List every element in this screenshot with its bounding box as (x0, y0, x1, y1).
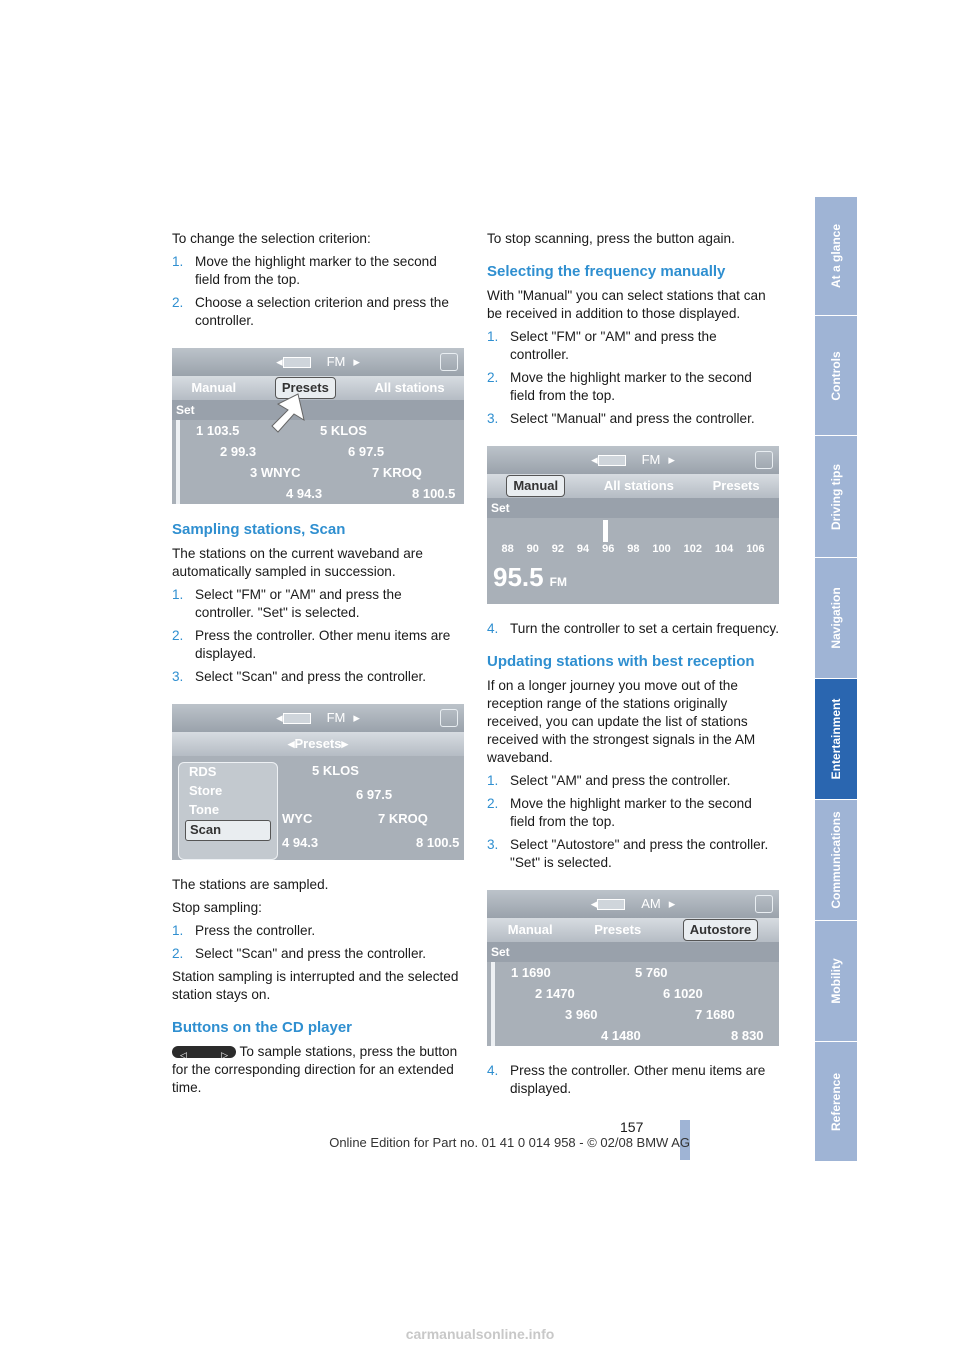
tab-manual: Manual (507, 922, 553, 937)
screenshot-presets (172, 348, 464, 504)
waveband-label: FM (326, 354, 346, 369)
step: 4. Press the controller. Other menu items are displayed. (487, 1063, 766, 1096)
frequency-scale: 88 90 92 94 96 98 100 102 104 106 (501, 543, 765, 555)
intro-text: To change the selection criterion: (172, 231, 371, 246)
step: 1. Press the controller. (172, 923, 316, 938)
step: 2. Select "Scan" and press the controller. (172, 946, 427, 961)
right-column (487, 230, 779, 1103)
menu-item-scan: Scan (185, 820, 271, 841)
step-text: Choose a selection criterion and press the controller. (195, 295, 449, 328)
corner-icon (440, 353, 458, 371)
scroll-bar (491, 962, 495, 1046)
station-grid (487, 962, 779, 1046)
step: 2. Press the controller. Other menu items are displayed. (172, 628, 451, 661)
frequency-readout: 95.5 FM (493, 562, 567, 592)
corner-icon (440, 709, 458, 727)
paragraph: The stations are sampled. (172, 877, 329, 892)
waveband-bar: ◂ FM ▸ (487, 446, 779, 474)
tab-manual: Manual (191, 380, 237, 395)
station-row: 4 94.3 8 100.5 (286, 486, 456, 501)
menu-item-rds: RDS (189, 764, 217, 779)
station-row: 6 97.5 (356, 787, 393, 802)
cd-seek-buttons-icon: ◁ ▷ (172, 1046, 236, 1058)
station-row: 1 103.5 5 KLOS (196, 423, 367, 438)
scroll-bar (176, 420, 180, 504)
tab-bar (487, 474, 779, 498)
tab-manual: Manual (506, 475, 565, 497)
step-text: Move the highlight marker to the second field from the top. (195, 254, 437, 287)
heading-manual: Selecting the frequency manually (487, 263, 726, 280)
page-number: 157 (620, 1119, 644, 1135)
station-row: 2 99.3 6 97.5 (220, 444, 385, 459)
section-tab-entertainment[interactable]: Entertainment (815, 679, 857, 800)
left-column (172, 230, 464, 1102)
heading-scan: Sampling stations, Scan (172, 521, 346, 538)
waveband-bar: ◂ FM ▸ (172, 704, 464, 732)
section-tabs (815, 197, 857, 1161)
step (172, 294, 464, 330)
heading-cd-buttons: Buttons on the CD player (172, 1019, 353, 1036)
section-tab-at-a-glance[interactable]: At a glance (815, 197, 857, 316)
step: 3. Select "Manual" and press the controller. (487, 411, 755, 426)
step: 3. Select "Autostore" and press the controller. "Set" is selected. (487, 837, 769, 870)
watermark: carmanualsonline.info (405, 1326, 555, 1342)
paragraph: The stations on the current waveband are automatically sampled in succession. (172, 546, 423, 579)
arrow-pointer-icon (268, 392, 308, 436)
station-row: 4 94.3 8 100.5 (282, 835, 460, 850)
menu-item-store: Store (189, 783, 223, 798)
station-row: 1 1690 5 760 (511, 965, 668, 980)
tuning-needle (603, 520, 608, 542)
tab-bar (487, 918, 779, 942)
waveband-bar: ◂ FM ▸ (172, 348, 464, 376)
station-row: 5 KLOS (312, 763, 359, 778)
step: 2. Move the highlight marker to the second field from the top. (487, 370, 752, 403)
section-tab-reference[interactable]: Reference (829, 1072, 843, 1131)
set-row: Set (487, 498, 779, 518)
screenshot-scan-menu (172, 704, 464, 860)
section-tab-mobility[interactable]: Mobility (815, 921, 857, 1042)
paragraph: Station sampling is interrupted and the selected station stays on. (172, 969, 459, 1002)
step: 4. Turn the controller to set a certain frequency. (487, 621, 779, 636)
tab-presets: Presets (712, 478, 760, 493)
paragraph: ◁ ▷ To sample stations, press the button for the corresponding direction for an extended time. (172, 1044, 458, 1095)
station-grid (172, 420, 464, 504)
waveband-bar: ◂ AM ▸ (487, 890, 779, 918)
section-tab-communications[interactable]: Communications (815, 800, 857, 921)
paragraph: If on a longer journey you move out of the reception range of the stations originally received, you can update the list of stations received with the strongest signals in the AM waveband. (487, 678, 756, 765)
step: 1. Select "FM" or "AM" and press the controller. (487, 329, 717, 362)
tab-all-stations: All stations (603, 478, 674, 493)
section-tab-controls[interactable]: Controls (815, 316, 857, 436)
step-number: 1. (172, 254, 184, 269)
set-row: Set (172, 400, 464, 420)
paragraph: Stop sampling: (172, 900, 262, 915)
screenshot-autostore (487, 890, 779, 1046)
footer-text: Online Edition for Part no. 01 41 0 014 958 - © 02/08 BMW AG (329, 1135, 690, 1150)
paragraph: With "Manual" you can select stations that can be received in addition to those displayed. (487, 288, 766, 321)
tab-autostore: Autostore (683, 919, 758, 941)
step: 1. Select "FM" or "AM" and press the controller. "Set" is selected. (172, 587, 402, 620)
context-menu (178, 762, 278, 860)
set-row: Set (487, 942, 779, 962)
paragraph: To stop scanning, press the button again. (487, 231, 735, 246)
corner-icon (755, 895, 773, 913)
station-row: 2 1470 6 1020 (535, 986, 703, 1001)
step: 2. Move the highlight marker to the second field from the top. (487, 796, 752, 829)
step (172, 253, 464, 289)
station-row: WYC 7 KROQ (282, 811, 428, 826)
section-tab-driving-tips[interactable]: Driving tips (815, 436, 857, 558)
screenshot-manual (487, 446, 779, 604)
step-number: 2. (172, 295, 184, 310)
station-row: 3 960 7 1680 (565, 1007, 735, 1022)
menu-item-tone: Tone (189, 802, 220, 817)
tab-all-stations: All stations (374, 380, 445, 395)
tab-bar (172, 376, 464, 400)
step: 3. Select "Scan" and press the controller. (172, 669, 427, 684)
tab-presets: Presets (275, 377, 336, 399)
sub-bar: ◂ Presets ▸ (172, 732, 464, 756)
section-tab-navigation[interactable]: Navigation (815, 558, 857, 679)
heading-best-reception: Updating stations with best reception (487, 653, 755, 670)
step: 1. Select "AM" and press the controller. (487, 773, 731, 788)
corner-icon (755, 451, 773, 469)
station-row: 4 1480 8 830 (601, 1028, 764, 1043)
tab-presets: Presets (594, 922, 642, 937)
station-row: 3 WNYC 7 KROQ (250, 465, 422, 480)
